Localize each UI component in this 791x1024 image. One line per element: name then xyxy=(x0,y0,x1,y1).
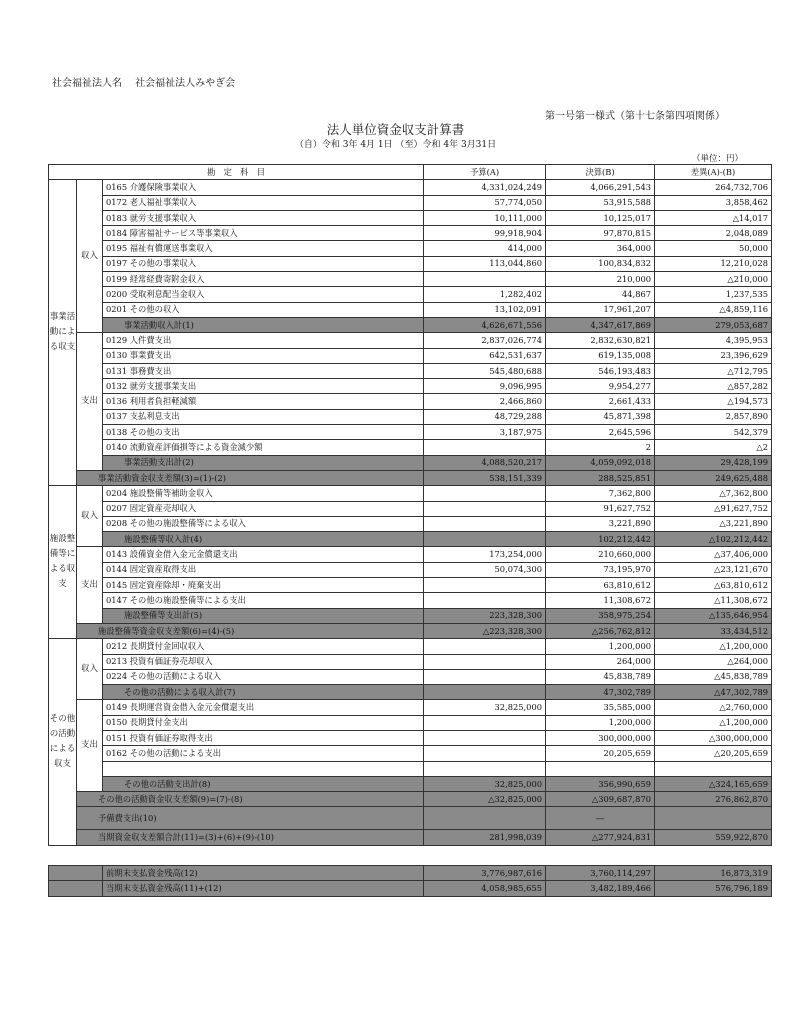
value-budget: 32,825,000 xyxy=(424,776,546,791)
table-row xyxy=(49,363,772,378)
value-budget: 99,918,904 xyxy=(424,226,546,241)
value-diff: △324,165,659 xyxy=(655,776,772,791)
table-row xyxy=(49,746,772,761)
balance-actual: 3,760,114,297 xyxy=(546,866,655,881)
table-row xyxy=(49,669,772,684)
item-label: 0199 経常経費寄附金収入 xyxy=(103,272,424,287)
value-actual: 300,000,000 xyxy=(546,730,655,745)
table-row xyxy=(49,180,772,195)
value-budget: 545,480,688 xyxy=(424,363,546,378)
value-budget xyxy=(424,761,546,776)
item-label: 0165 介護保険事業収入 xyxy=(103,180,424,195)
value-actual: ― xyxy=(546,807,655,830)
value-diff: △4,859,116 xyxy=(655,302,772,317)
subtotal-row xyxy=(49,685,772,700)
item-label: 0129 人件費支出 xyxy=(103,333,424,348)
item-label: 0197 その他の事業収入 xyxy=(103,256,424,271)
subtotal-row xyxy=(49,608,772,623)
value-actual: 264,000 xyxy=(546,654,655,669)
value-budget: 113,044,860 xyxy=(424,256,546,271)
value-budget xyxy=(424,486,546,501)
table-row xyxy=(49,700,772,715)
item-label: 0183 就労支援事業収入 xyxy=(103,210,424,225)
value-actual: 1,200,000 xyxy=(546,639,655,654)
table-row xyxy=(49,210,772,225)
value-actual: 11,308,672 xyxy=(546,593,655,608)
value-diff: 279,053,687 xyxy=(655,317,772,332)
value-actual: 210,000 xyxy=(546,272,655,287)
value-actual: 47,302,789 xyxy=(546,685,655,700)
section-other: その他の活動による収支 xyxy=(49,639,77,846)
col-header-diff: 差異(A)-(B) xyxy=(655,165,772,180)
table-row xyxy=(49,195,772,210)
period: （自）令和 3年 4月 1日 （至）令和 4年 3月31日 xyxy=(294,140,497,150)
item-label: その他の活動による収入計(7) xyxy=(103,685,424,700)
value-budget: 9,096,995 xyxy=(424,379,546,394)
value-actual xyxy=(546,761,655,776)
value-budget: 538,151,339 xyxy=(424,470,546,485)
table-row xyxy=(49,639,772,654)
value-diff: △712,795 xyxy=(655,363,772,378)
value-actual: △256,762,812 xyxy=(546,623,655,638)
table-row xyxy=(49,272,772,287)
subsection-income: 収入 xyxy=(77,180,103,333)
subsection-income: 収入 xyxy=(77,486,103,547)
subtotal-row xyxy=(49,807,772,830)
value-actual: 546,193,483 xyxy=(546,363,655,378)
value-diff: 4,395,953 xyxy=(655,333,772,348)
value-diff: △102,212,442 xyxy=(655,532,772,547)
value-diff: △45,838,789 xyxy=(655,669,772,684)
value-budget: 10,111,000 xyxy=(424,210,546,225)
value-actual: △277,924,831 xyxy=(546,830,655,845)
value-budget xyxy=(424,669,546,684)
value-diff: 276,862,870 xyxy=(655,792,772,807)
balance-spacer xyxy=(49,881,103,896)
balance-diff: 576,796,189 xyxy=(655,881,772,896)
item-label: 0147 その他の施設整備等による支出 xyxy=(103,593,424,608)
subtotal-row xyxy=(49,317,772,332)
table-row xyxy=(49,287,772,302)
table-row xyxy=(49,501,772,516)
item-label: 事業活動資金収支差額(3)=(1)-(2) xyxy=(77,470,424,485)
value-diff: △300,000,000 xyxy=(655,730,772,745)
value-budget: 13,102,091 xyxy=(424,302,546,317)
item-label: 施設整備等資金収支差額(6)=(4)-(5) xyxy=(77,623,424,638)
value-diff: △20,205,659 xyxy=(655,746,772,761)
table-row xyxy=(49,654,772,669)
table-row xyxy=(49,486,772,501)
balance-budget: 3,776,987,616 xyxy=(424,866,546,881)
value-budget xyxy=(424,654,546,669)
table-row xyxy=(49,547,772,562)
balance-budget: 4,058,985,655 xyxy=(424,881,546,896)
item-label: 当期資金収支差額合計(11)=(3)+(6)+(9)-(10) xyxy=(77,830,424,845)
value-actual: 358,975,254 xyxy=(546,608,655,623)
value-budget xyxy=(424,807,546,830)
value-actual: 3,221,890 xyxy=(546,516,655,531)
table-row xyxy=(49,226,772,241)
value-diff: △2 xyxy=(655,440,772,455)
value-budget: 414,000 xyxy=(424,241,546,256)
value-actual: 210,660,000 xyxy=(546,547,655,562)
value-budget xyxy=(424,501,546,516)
col-header-actual: 決算(B) xyxy=(546,165,655,180)
item-label: 事業活動収入計(1) xyxy=(103,317,424,332)
value-actual: 100,834,832 xyxy=(546,256,655,271)
section-facility: 施設整備等による収支 xyxy=(49,486,77,639)
value-actual: 20,205,659 xyxy=(546,746,655,761)
item-label: 0150 長期貸付金支出 xyxy=(103,715,424,730)
value-actual: 2,661,433 xyxy=(546,394,655,409)
value-actual: 17,961,207 xyxy=(546,302,655,317)
item-label: 予備費支出(10) xyxy=(77,807,424,830)
table-row xyxy=(49,730,772,745)
header-row xyxy=(49,165,772,180)
value-budget: 4,626,671,556 xyxy=(424,317,546,332)
item-label: 0144 固定資産取得支出 xyxy=(103,562,424,577)
value-budget: 48,729,288 xyxy=(424,409,546,424)
balance-row xyxy=(49,881,772,896)
value-actual: 4,347,617,869 xyxy=(546,317,655,332)
value-diff: △2,760,000 xyxy=(655,700,772,715)
value-budget xyxy=(424,440,546,455)
value-diff: 33,434,512 xyxy=(655,623,772,638)
item-label: 0224 その他の活動による収入 xyxy=(103,669,424,684)
item-label: 0195 福祉有償運送事業収入 xyxy=(103,241,424,256)
value-actual: 2 xyxy=(546,440,655,455)
value-actual: 364,000 xyxy=(546,241,655,256)
balance-label: 前期末支払資金残高(12) xyxy=(103,866,424,881)
value-actual: △309,687,870 xyxy=(546,792,655,807)
subtotal-row xyxy=(49,830,772,845)
corp-name: 社会福祉法人みやぎ会 xyxy=(135,78,236,89)
item-label xyxy=(103,761,424,776)
value-diff xyxy=(655,807,772,830)
subtotal-row xyxy=(49,623,772,638)
table-row xyxy=(49,715,772,730)
balance-actual: 3,482,189,466 xyxy=(546,881,655,896)
value-budget: 4,331,024,249 xyxy=(424,180,546,195)
value-budget: 1,282,402 xyxy=(424,287,546,302)
balance-label: 当期末支払資金残高(11)+(12) xyxy=(103,881,424,896)
value-actual: 9,954,277 xyxy=(546,379,655,394)
value-diff: 23,396,629 xyxy=(655,348,772,363)
value-budget: 50,074,300 xyxy=(424,562,546,577)
value-actual: 2,832,630,821 xyxy=(546,333,655,348)
value-diff: △37,406,000 xyxy=(655,547,772,562)
table-row xyxy=(49,333,772,348)
item-label: 0149 長期運営資金借入金元金償還支出 xyxy=(103,700,424,715)
value-diff: 1,237,535 xyxy=(655,287,772,302)
value-diff: 12,210,028 xyxy=(655,256,772,271)
value-budget xyxy=(424,593,546,608)
value-budget xyxy=(424,715,546,730)
value-actual: 4,059,092,018 xyxy=(546,455,655,470)
item-label: 施設整備等収入計(4) xyxy=(103,532,424,547)
item-label: 0131 事務費支出 xyxy=(103,363,424,378)
item-label: その他の活動資金収支差額(9)=(7)-(8) xyxy=(77,792,424,807)
col-header-item: 勘 定 科 目 xyxy=(49,165,424,180)
value-budget xyxy=(424,516,546,531)
value-diff: △210,000 xyxy=(655,272,772,287)
value-diff: △11,308,672 xyxy=(655,593,772,608)
subtotal-row xyxy=(49,455,772,470)
value-diff: △91,627,752 xyxy=(655,501,772,516)
table-row xyxy=(49,425,772,440)
table-row xyxy=(49,578,772,593)
item-label: 施設整備等支出計(5) xyxy=(103,608,424,623)
value-actual: 35,585,000 xyxy=(546,700,655,715)
item-label: 0172 老人福祉事業収入 xyxy=(103,195,424,210)
table-row xyxy=(49,379,772,394)
unit-label: （単位：円） xyxy=(691,154,743,164)
value-diff: 3,858,462 xyxy=(655,195,772,210)
value-diff xyxy=(655,761,772,776)
item-label: 0204 施設整備等補助金収入 xyxy=(103,486,424,501)
value-budget xyxy=(424,639,546,654)
section-business: 事業活動による収支 xyxy=(49,180,77,486)
value-diff: △264,000 xyxy=(655,654,772,669)
item-label: 0213 投資有価証券売却収入 xyxy=(103,654,424,669)
value-budget xyxy=(424,578,546,593)
cash-flow-table xyxy=(48,164,772,846)
balance-diff: 16,873,319 xyxy=(655,866,772,881)
value-diff: 249,625,488 xyxy=(655,470,772,485)
value-actual: 44,867 xyxy=(546,287,655,302)
subsection-expense: 支出 xyxy=(77,333,103,471)
value-budget: 57,774,050 xyxy=(424,195,546,210)
value-actual: 288,525,851 xyxy=(546,470,655,485)
value-budget: 2,837,026,774 xyxy=(424,333,546,348)
value-diff: △135,646,954 xyxy=(655,608,772,623)
value-budget xyxy=(424,532,546,547)
value-actual: 1,200,000 xyxy=(546,715,655,730)
value-diff: 559,922,870 xyxy=(655,830,772,845)
value-budget: 281,998,039 xyxy=(424,830,546,845)
item-label: 0137 支払利息支出 xyxy=(103,409,424,424)
value-budget: △223,328,300 xyxy=(424,623,546,638)
value-actual: 4,066,291,543 xyxy=(546,180,655,195)
value-actual: 7,362,800 xyxy=(546,486,655,501)
table-row xyxy=(49,409,772,424)
value-actual: 97,870,815 xyxy=(546,226,655,241)
value-actual: 45,871,398 xyxy=(546,409,655,424)
value-diff: △14,017 xyxy=(655,210,772,225)
item-label: 事業活動支出計(2) xyxy=(103,455,424,470)
item-label: 0162 その他の活動による支出 xyxy=(103,746,424,761)
table-row xyxy=(49,302,772,317)
item-label: 0140 流動資産評価損等による資金減少額 xyxy=(103,440,424,455)
value-budget: 2,466,860 xyxy=(424,394,546,409)
item-label: 0200 受取利息配当金収入 xyxy=(103,287,424,302)
balance-spacer xyxy=(49,866,103,881)
value-diff: 2,857,890 xyxy=(655,409,772,424)
table-row xyxy=(49,761,772,776)
value-budget: 642,531,637 xyxy=(424,348,546,363)
value-diff: △194,573 xyxy=(655,394,772,409)
table-row xyxy=(49,562,772,577)
subtotal-row xyxy=(49,792,772,807)
balance-table xyxy=(48,865,772,897)
table-row xyxy=(49,516,772,531)
corp-line xyxy=(52,74,235,89)
value-budget xyxy=(424,272,546,287)
value-diff: △1,200,000 xyxy=(655,639,772,654)
item-label: 0151 投資有価証券取得支出 xyxy=(103,730,424,745)
value-budget: 173,254,000 xyxy=(424,547,546,562)
value-actual: 91,627,752 xyxy=(546,501,655,516)
value-budget: 3,187,975 xyxy=(424,425,546,440)
table-row xyxy=(49,394,772,409)
table-row xyxy=(49,256,772,271)
value-diff: 50,000 xyxy=(655,241,772,256)
value-actual: 356,990,659 xyxy=(546,776,655,791)
value-budget: △32,825,000 xyxy=(424,792,546,807)
value-diff: 542,379 xyxy=(655,425,772,440)
value-diff: △1,200,000 xyxy=(655,715,772,730)
subsection-income: 収入 xyxy=(77,639,103,700)
value-diff: 264,732,706 xyxy=(655,180,772,195)
subsection-expense: 支出 xyxy=(77,700,103,792)
item-label: 0130 事業費支出 xyxy=(103,348,424,363)
value-budget xyxy=(424,730,546,745)
page-title: 法人単位資金収支計算書 xyxy=(326,122,465,137)
item-label: 0132 就労支援事業支出 xyxy=(103,379,424,394)
value-budget: 223,328,300 xyxy=(424,608,546,623)
value-actual: 102,212,442 xyxy=(546,532,655,547)
value-budget xyxy=(424,746,546,761)
value-budget: 4,088,520,217 xyxy=(424,455,546,470)
item-label: 0145 固定資産除却・廃棄支出 xyxy=(103,578,424,593)
col-header-budget: 予算(A) xyxy=(424,165,546,180)
item-label: 0138 その他の支出 xyxy=(103,425,424,440)
value-budget xyxy=(424,685,546,700)
balance-row xyxy=(49,866,772,881)
form-label: 第一号第一様式（第十七条第四項関係） xyxy=(545,111,725,122)
subtotal-row xyxy=(49,532,772,547)
item-label: 0208 その他の施設整備等による収入 xyxy=(103,516,424,531)
item-label: その他の活動支出計(8) xyxy=(103,776,424,791)
value-actual: 619,135,008 xyxy=(546,348,655,363)
value-diff: △7,362,800 xyxy=(655,486,772,501)
value-actual: 10,125,017 xyxy=(546,210,655,225)
value-actual: 45,838,789 xyxy=(546,669,655,684)
item-label: 0207 固定資産売却収入 xyxy=(103,501,424,516)
value-diff: △3,221,890 xyxy=(655,516,772,531)
item-label: 0184 障害福祉サービス等事業収入 xyxy=(103,226,424,241)
table-row xyxy=(49,241,772,256)
subsection-expense: 支出 xyxy=(77,547,103,623)
table-row xyxy=(49,593,772,608)
value-diff: △23,121,670 xyxy=(655,562,772,577)
item-label: 0136 利用者負担軽減額 xyxy=(103,394,424,409)
value-diff: △47,302,789 xyxy=(655,685,772,700)
table-row xyxy=(49,348,772,363)
value-actual: 73,195,970 xyxy=(546,562,655,577)
value-actual: 53,915,588 xyxy=(546,195,655,210)
value-actual: 63,810,612 xyxy=(546,578,655,593)
table-row xyxy=(49,440,772,455)
subtotal-row xyxy=(49,776,772,791)
item-label: 0212 長期貸付金回収収入 xyxy=(103,639,424,654)
item-label: 0201 その他の収入 xyxy=(103,302,424,317)
value-diff: 2,048,089 xyxy=(655,226,772,241)
subtotal-row xyxy=(49,470,772,485)
value-diff: △857,282 xyxy=(655,379,772,394)
item-label: 0143 設備資金借入金元金償還支出 xyxy=(103,547,424,562)
value-diff: 29,428,199 xyxy=(655,455,772,470)
corp-label: 社会福祉法人名 xyxy=(52,78,122,89)
value-diff: △63,810,612 xyxy=(655,578,772,593)
value-actual: 2,645,596 xyxy=(546,425,655,440)
value-budget: 32,825,000 xyxy=(424,700,546,715)
